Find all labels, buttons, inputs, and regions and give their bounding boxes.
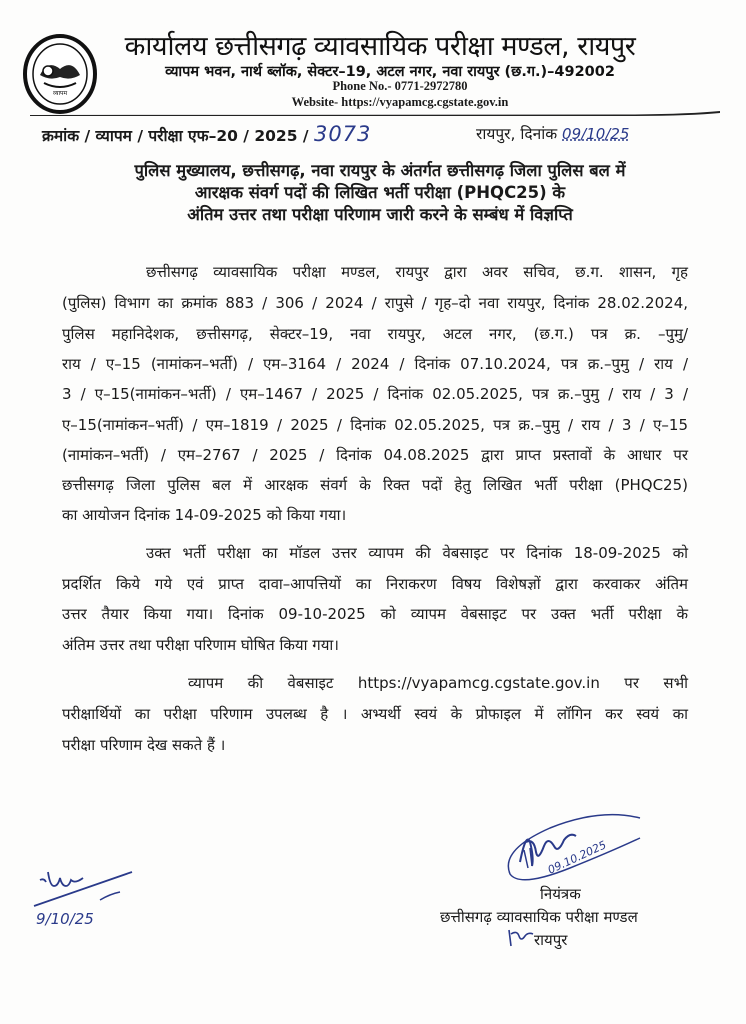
body-line: छत्तीसगढ़ व्यावसायिक परीक्षा मण्डल, रायपुर द्वारा अवर सचिव, छ.ग. शासन, गृह	[146, 263, 688, 281]
office-website: Website- https://vyapamcg.cgstate.gov.in	[291, 95, 509, 109]
svg-text:व्यापम: व्यापम	[52, 90, 68, 97]
reference-handwritten-number: 3073	[313, 122, 372, 146]
handwritten-initials	[22, 860, 142, 930]
body-line: पुलिस महानिदेशक, छत्तीसगढ़, सेक्टर–19, नवा रायपुर, अटल नगर, (छ.ग.) पत्र क्र. –पुमु/	[62, 325, 688, 343]
office-address: व्यापम भवन, नार्थ ब्लॉक, सेक्टर–19, अटल नगर, नवा रायपुर (छ.ग.)–492002	[165, 64, 615, 80]
body-line: (पुलिस) विभाग का क्रमांक 883 / 306 / 2024 / रापुसे / गृह–दो नवा रायपुर, दिनांक 28.02.2024,	[62, 294, 688, 312]
body-line: परीक्षा परिणाम देख सकते हैं ।	[62, 736, 226, 754]
office-phone: Phone No.- 0771-2972780	[332, 79, 468, 93]
body-line: उत्तर तैयार किया गया। दिनांक 09-10-2025 को व्यापम वेबसाइट पर उक्त भर्ती परीक्षा के	[62, 605, 688, 623]
date-prefix: रायपुर, दिनांक	[476, 125, 563, 143]
body-line: राय / ए–15 (नामांकन–भर्ती) / एम–3164 / 2024 / दिनांक 07.10.2024, पत्र क्र.–पुमु / राय /	[62, 355, 688, 373]
body-line: छत्तीसगढ़ जिला पुलिस बल में आरक्षक संवर्ग के रिक्त पदों हेतु लिखित भर्ती परीक्षा (PHQC25)	[62, 476, 688, 494]
body-line: ए–15(नामांकन–भर्ती) / एम–1819 / 2025 / दिनांक 02.05.2025, पत्र क्र.–पुमु / राय / 3 / ए–15	[62, 416, 688, 434]
signatory-city: रायपुर	[534, 931, 568, 949]
subject-line: पुलिस मुख्यालय, छत्तीसगढ़, नवा रायपुर के अंतर्गत छत्तीसगढ़ जिला पुलिस बल में	[134, 161, 626, 180]
body-line: परीक्षार्थियों का परीक्षा परिणाम उपलब्ध है । अभ्यर्थी स्वयं के प्रोफाइल में लॉगिन कर स्वयं का	[62, 705, 688, 723]
reference-prefix: क्रमांक / व्यापम / परीक्षा एफ–20 / 2025 /	[42, 127, 314, 145]
notice-subject	[60, 160, 700, 226]
letterhead-divider	[30, 111, 720, 116]
date-handwritten: 09/10/25	[562, 125, 630, 143]
signatory-organization: छत्तीसगढ़ व्यावसायिक परीक्षा मण्डल	[440, 908, 638, 926]
subject-line: अंतिम उत्तर तथा परीक्षा परिणाम जारी करने के सम्बंध में विज्ञप्ति	[187, 205, 573, 224]
signatory-designation: नियंत्रक	[540, 885, 581, 903]
office-title: कार्यालय छत्तीसगढ़ व्यावसायिक परीक्षा मण्डल, रायपुर	[124, 31, 636, 62]
body-line-with-website: व्यापम की वेबसाइट https://vyapamcg.cgstate.gov.in पर सभी	[188, 674, 688, 692]
body-line: (नामांकन–भर्ती) / एम–2767 / 2025 / दिनांक 04.08.2025 द्वारा प्राप्त प्रस्तावों के आधार पर	[62, 446, 688, 464]
vyapam-seal-logo	[22, 33, 98, 115]
body-line: का आयोजन दिनांक 14-09-2025 को किया गया।	[62, 506, 347, 524]
body-line: प्रदर्शित किये गये एवं प्राप्त दावा–आपत्तियों का निराकरण विषय विशेषज्ञों द्वारा करवाकर अंतिम	[62, 575, 688, 593]
small-initial-signature	[505, 926, 535, 948]
body-line: अंतिम उत्तर तथा परीक्षा परिणाम घोषित किया गया।	[62, 636, 339, 654]
controller-signature	[490, 812, 660, 892]
body-line: उक्त भर्ती परीक्षा का मॉडल उत्तर व्यापम की वेबसाइट पर दिनांक 18-09-2025 को	[146, 544, 688, 562]
svg-text:09.10.2025: 09.10.2025	[545, 838, 609, 877]
svg-text:9/10/25: 9/10/25	[36, 910, 94, 928]
letter-date	[476, 122, 629, 144]
body-line: 3 / ए–15(नामांकन–भर्ती) / एम–1467 / 2025 / दिनांक 02.05.2025, पत्र क्र.–पुमु / राय / 3 /	[62, 385, 688, 403]
reference-number	[42, 122, 371, 146]
subject-line: आरक्षक संवर्ग पदों की लिखित भर्ती परीक्षा (PHQC25) के	[194, 183, 566, 202]
